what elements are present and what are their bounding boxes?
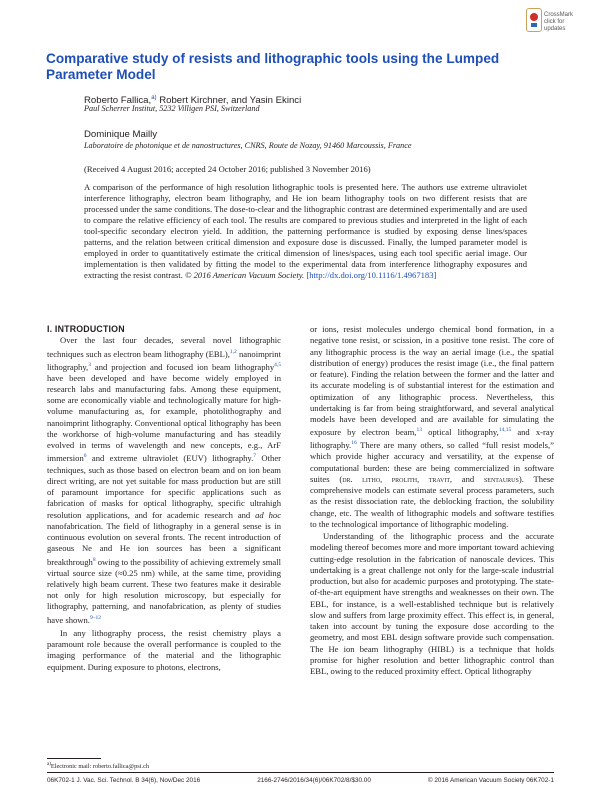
footer-journal: 06K702-1 J. Vac. Sci. Technol. B 34(6), Nov/Dec 2016 <box>47 777 201 784</box>
citation-ref[interactable]: 6 <box>83 453 87 460</box>
author-list-2: Dominique Mailly <box>84 129 158 140</box>
footnote: $^{a)}$Electronic mail: roberto.fallica@psi.ch <box>47 762 150 771</box>
intro-paragraph-2: In any lithography process, the resist chemistry plays a paramount role because the overall performance is coupled to the imaging performance of the material and the lithographic equipment. During exposure to photons, electrons, <box>47 627 281 672</box>
citation-ref[interactable]: 7 <box>253 453 257 460</box>
left-column <box>47 324 281 673</box>
page-footer <box>47 777 554 785</box>
doi-link[interactable]: [http://dx.doi.org/10.1116/1.4967183] <box>306 270 437 281</box>
crossmark-icon <box>526 8 542 32</box>
citation-ref[interactable]: 9–12 <box>89 614 101 621</box>
section-heading-introduction: I. INTRODUCTION <box>47 324 125 334</box>
crossmark-label: CrossMark click for updates <box>544 12 574 32</box>
footer-copyright: © 2016 American Vacuum Society 06K702-1 <box>427 777 554 784</box>
intro-paragraph-4: Understanding of the lithographic process and the accurate modeling thereof becomes more and more important toward achieving cutting-edge resolution in the fabrication of nanoscale devices. This undertaking is a great challenge not only for the large-scale industrial production, but also for academic purposes and prototyping. The state-of-the-art equipment have strengths and weaknesses on their own. The EBL, for instance, is a well-established technique but is relatively slow and suffers from large proximity effect. This effect is, in general, taken into account by tuning the exposure dose according to the geometry, and most EBL design software provide such compensation. The He ion beam lithography (HIBL) is a technique that holds promise for higher resolution and better lithographic control than EBL, owing to the reduced proximity effect. Optical lithography <box>310 531 554 677</box>
citation-ref[interactable]: 16 <box>351 440 357 447</box>
citation-ref[interactable]: 1,2 <box>229 348 237 355</box>
abstract: A comparison of the performance of high resolution lithographic tools is presented here. The authors use extreme ultraviolet interference lithography, electron beam lithography, and He ion beam lithography tools on two different resists that are processed under the same conditions. The dose-to-clear and the lithographic contrast are determined experimentally and are used to compare the relative efficiency of each tool. The results are compared to previous studies and interpreted in the light of each tool-specific secondary electron yield. In addition, the patterning performance is studied by exposing dense lines/spaces patterns, and the relation between critical dimension and exposure dose is discussed. Finally, the lumped parameter model is employed in order to quantitatively estimate the critical dimension of lines/spaces, using each tool specific aerial image. Our implementation is then validated by fitting the model to the experimental data from interference lithography exposures and extracting the resist contrast. © 2016 American Vacuum Society. [http://dx.doi.org/10.1116/1.4967183] <box>84 182 527 281</box>
intro-paragraph-1: Over the last four decades, several novel lithographic techniques such as electron beam lithography (EBL),$^{1,2}$ nanoimprint lithography,$^3$ and projection and focused ion beam lithography$^{4,5}$ have been developed and have become widely employed in research labs and manufacturing fabs. Among these equipment, some are economically viable and technologically mature for high-volume manufacturing as, for example, photolithography and nanoimprint lithography. Conventional optical lithography has been the workhorse of high-volume manufacturing and has steadily evolved in terms of wavelength and new concepts, e.g., ArF immersion$^6$ and extreme ultraviolet (EUV) lithography.$^7$ Other techniques, such as those based on electron beam and on ion beam direct writing, are not yet suitable for mass production but are still of paramount importance for specific applications such as fabrication of masks for optical lithography, specific ultrahigh resolution applications, and for academic research and ad hoc nanofabrication. The field of lithography in a general sense is in continuous evolution on several fronts. The recent introduction of gaseous Ne and He ion sources has been a significant breakthrough$^8$ owing to the possibility of achieving extremely small virtual source size (≈0.25 nm) while, at the same time, providing relatively high beam current. These two features make it desirable not only for high resolution microscopy, but especially for lithography, patterning, and nanofabrication, as plenty of studies have shown.$^{9-12}$ <box>47 335 282 625</box>
footer-issn: 2166-2746/2016/34(6)/06K702/8/$30.00 <box>257 777 371 784</box>
citation-ref[interactable]: 3 <box>88 361 91 368</box>
intro-paragraph-3: or ions, resist molecules undergo chemical bond formation, in a negative tone resist, or scission, in a positive tone resist. The core of any lithographic process is the way an aerial image (i.e., the spatial distribution of energy) produces the resist image (i.e., the final pattern or feature). Finding the relation between the former and the latter and its accurate modeling is of substantial interest for the estimation and optimization of any lithographic process. Nevertheless, this undertaking is far from being straightforward, and several analytical models have been developed and are available for simulating the exposure by electron beam,$^{13}$ optical lithography,$^{14,15}$ and x-ray lithography.$^{16}$ There are many others, so called “full resist models,” which provide higher accuracy and versatility, at the expense of computational burden: these are being commercialized in software suites (dr. litho, prolith, travit, and sentaurus). These comprehensive models can estimate several process parameters, such as the resist dissociation rate, the deblocking fraction, the solubility change, etc. The wealth of lithographic models and software testifies to the technological importance of lithographic modeling. <box>310 324 554 529</box>
copyright-notice: © 2016 American Vacuum Society. <box>182 270 305 281</box>
footnote-ref[interactable]: a) <box>151 95 157 101</box>
right-column <box>310 324 554 677</box>
citation-ref[interactable]: 14,15 <box>498 427 512 434</box>
footnote-divider <box>47 758 101 759</box>
paper-title: Comparative study of resists and lithographic tools using the Lumped Parameter Model <box>46 51 500 82</box>
citation-ref[interactable]: 4,5 <box>274 361 281 368</box>
affiliation-2: Laboratoire de photonique et de nanostructures, CNRS, Route de Nozay, 91460 Marcoussis, France <box>84 141 412 150</box>
crossmark-badge[interactable] <box>526 8 574 38</box>
footer-divider <box>47 772 554 773</box>
citation-ref[interactable]: 13 <box>416 427 422 434</box>
citation-ref[interactable]: 8 <box>92 556 96 563</box>
affiliation-1: Paul Scherrer Institut, 5232 Villigen PSI, Switzerland <box>84 104 260 113</box>
author-list-1: Roberto Fallica,$^{a)}$ Robert Kirchner, and Yasin Ekinci <box>84 95 302 107</box>
received-dates: (Received 4 August 2016; accepted 24 October 2016; published 3 November 2016) <box>84 164 371 174</box>
